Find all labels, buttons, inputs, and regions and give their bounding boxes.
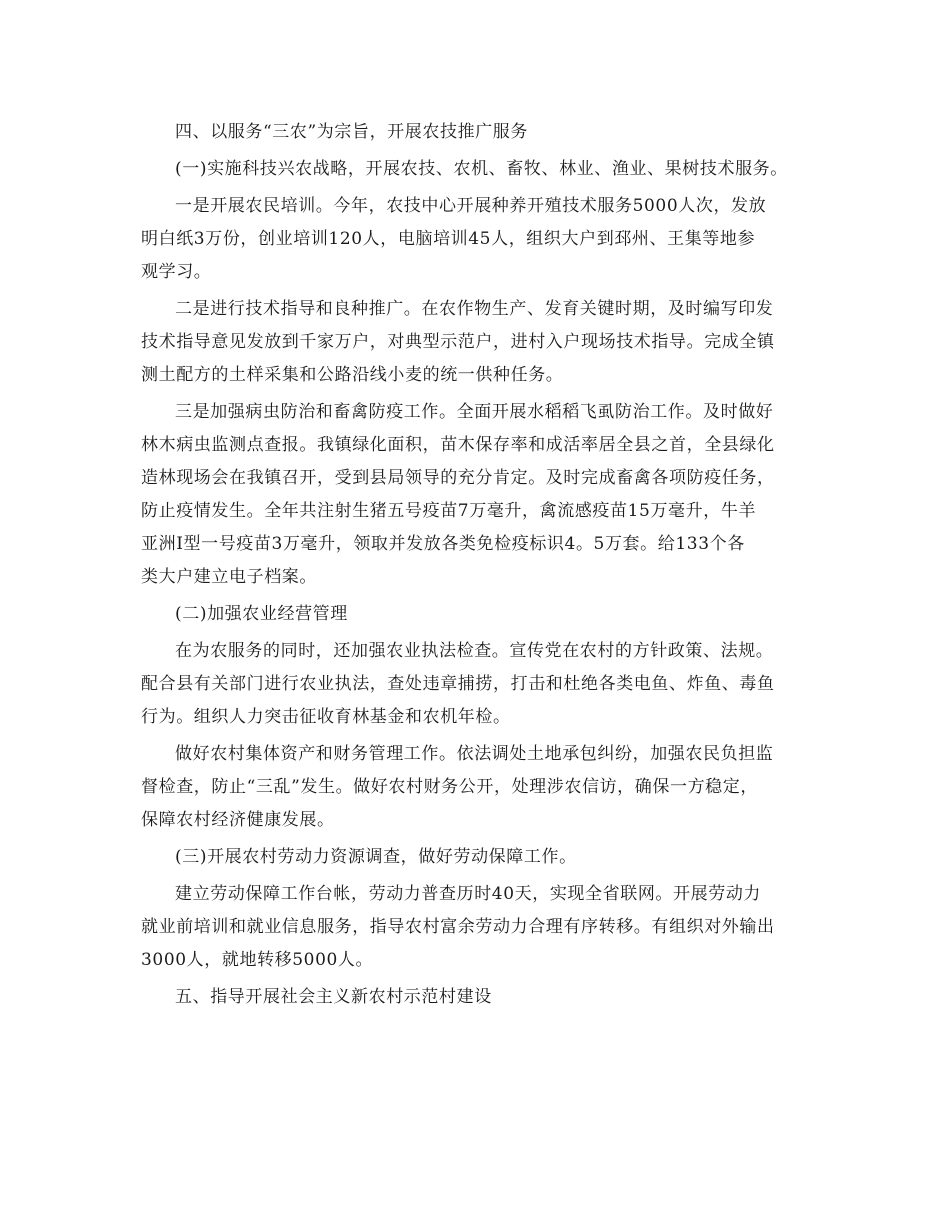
paragraph	[141, 396, 813, 594]
text-line: 二是进行技术指导和良种推广。在农作物生产、发育关键时期，及时编写印发	[175, 299, 774, 319]
text-line: 亚洲Ⅰ型一号疫苗3万毫升，领取并发放各类免检疫标识4。5万套。给133个各	[141, 534, 745, 554]
paragraph	[141, 293, 813, 392]
paragraph	[141, 981, 813, 1014]
text-line: 防止疫情发生。全年共注射生猪五号疫苗7万毫升，禽流感疫苗15万毫升，牛羊	[141, 501, 757, 521]
text-line: (一)实施科技兴农战略，开展农技、农机、畜牧、林业、渔业、果树技术服务。	[175, 159, 788, 179]
text-line: 三是加强病虫防治和畜禽防疫工作。全面开展水稻稻飞虱防治工作。及时做好	[175, 402, 774, 422]
paragraph	[141, 635, 813, 734]
text-line: 在为农服务的同时，还加强农业执法检查。宣传党在农村的方针政策、法规。	[175, 641, 774, 661]
text-line: 一是开展农民培训。今年，农技中心开展种养开殖技术服务5000人次，发放	[175, 196, 767, 216]
text-line: 就业前培训和就业信息服务，指导农村富余劳动力合理有序转移。有组织对外输出	[141, 917, 775, 937]
text-line: 督检查，防止“三乱”发生。做好农村财务公开，处理涉农信访，确保一方稳定，	[141, 777, 758, 797]
text-line: 3000人，就地转移5000人。	[141, 950, 374, 970]
text-line: 观学习。	[141, 262, 212, 282]
text-line: (二)加强农业经营管理	[175, 604, 348, 624]
text-line: 技术指导意见发放到千家万户，对典型示范户，进村入户现场技术指导。完成全镇	[141, 332, 775, 352]
text-line: 类大户建立电子档案。	[141, 567, 317, 587]
text-line: 测土配方的土样采集和公路沿线小麦的统一供种任务。	[141, 365, 564, 385]
text-line: 四、以服务“三农”为宗旨，开展农技推广服务	[175, 122, 528, 142]
text-line: (三)开展农村劳动力资源调查，做好劳动保障工作。	[175, 847, 577, 867]
paragraph	[141, 878, 813, 977]
paragraph	[141, 598, 813, 631]
paragraph	[141, 116, 813, 149]
text-line: 建立劳动保障工作台帐，劳动力普查历时40天，实现全省联网。开展劳动力	[175, 884, 762, 904]
paragraph	[141, 738, 813, 837]
paragraph	[141, 190, 813, 289]
text-line: 配合县有关部门进行农业执法，查处违章捕捞，打击和杜绝各类电鱼、炸鱼、毒鱼	[141, 674, 775, 694]
text-line: 行为。组织人力突击征收育林基金和农机年检。	[141, 707, 511, 727]
paragraph	[141, 841, 813, 874]
text-line: 做好农村集体资产和财务管理工作。依法调处土地承包纠纷，加强农民负担监	[175, 744, 774, 764]
text-line: 明白纸3万份，创业培训120人，电脑培训45人，组织大户到邳州、王集等地参	[141, 229, 756, 249]
text-line: 五、指导开展社会主义新农村示范村建设	[175, 987, 492, 1007]
document-body	[141, 116, 813, 1018]
text-line: 保障农村经济健康发展。	[141, 810, 335, 830]
paragraph	[141, 153, 813, 186]
text-line: 造林现场会在我镇召开，受到县局领导的充分肯定。及时完成畜禽各项防疫任务，	[141, 468, 775, 488]
text-line: 林木病虫监测点查报。我镇绿化面积，苗木保存率和成活率居全县之首，全县绿化	[141, 435, 775, 455]
